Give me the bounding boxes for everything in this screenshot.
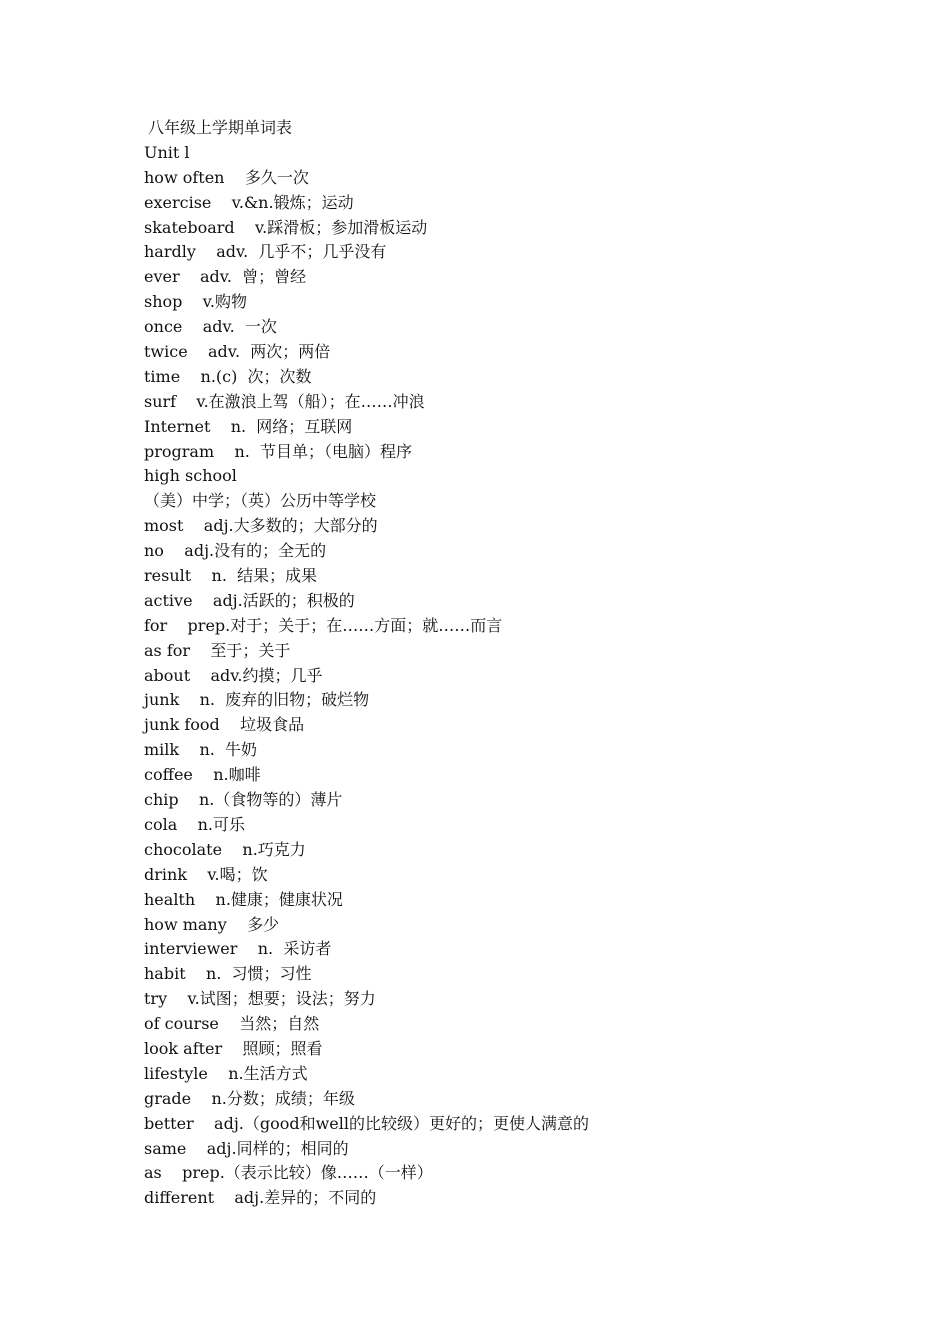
vocabulary-entry: of course 当然；自然 bbox=[144, 1014, 320, 1034]
vocabulary-entry: exercise v.&n.锻炼；运动 bbox=[144, 192, 354, 212]
vocabulary-entry: cola n.可乐 bbox=[144, 814, 245, 834]
vocabulary-entry: drink v.喝；饮 bbox=[144, 864, 268, 884]
vocabulary-entry: junk food 垃圾食品 bbox=[144, 715, 305, 735]
vocabulary-entry: different adj.差异的；不同的 bbox=[144, 1188, 377, 1208]
vocabulary-entry: about adv.约摸；几乎 bbox=[144, 665, 323, 685]
vocabulary-entry: how many 多少 bbox=[144, 914, 280, 934]
vocabulary-entry: grade n.分数；成绩；年级 bbox=[144, 1088, 355, 1108]
vocabulary-entry: for prep.对于；关于；在……方面；就……而言 bbox=[144, 615, 503, 635]
vocabulary-entry: interviewer n. 采访者 bbox=[144, 939, 332, 959]
vocabulary-entry: twice adv. 两次；两倍 bbox=[144, 342, 331, 362]
vocabulary-entry: same adj.同样的；相同的 bbox=[144, 1138, 349, 1158]
vocabulary-entry: program n. 节目单；（电脑）程序 bbox=[144, 441, 413, 461]
vocabulary-entry: most adj.大多数的；大部分的 bbox=[144, 516, 378, 536]
vocabulary-entry: as for 至于；关于 bbox=[144, 640, 291, 660]
vocabulary-entry: chocolate n.巧克力 bbox=[144, 839, 306, 859]
vocabulary-entry: coffee n.咖啡 bbox=[144, 765, 261, 785]
vocabulary-entry: look after 照顾；照看 bbox=[144, 1038, 323, 1058]
vocabulary-entry: junk n. 废弃的旧物；破烂物 bbox=[144, 690, 370, 710]
vocabulary-entry: （美）中学；（英）公历中等学校 bbox=[144, 491, 377, 511]
vocabulary-entry: high school bbox=[144, 466, 237, 486]
vocabulary-entry: once adv. 一次 bbox=[144, 317, 277, 337]
vocabulary-entry: how often 多久一次 bbox=[144, 167, 309, 187]
vocabulary-entry: better adj.（good和well的比较级）更好的；更使人满意的 bbox=[144, 1113, 590, 1133]
vocabulary-entry: hardly adv. 几乎不；几乎没有 bbox=[144, 242, 387, 262]
vocabulary-entry: ever adv. 曾；曾经 bbox=[144, 267, 307, 287]
vocabulary-entry: chip n.（食物等的）薄片 bbox=[144, 790, 343, 810]
vocabulary-entries bbox=[144, 166, 904, 1211]
vocabulary-entry: lifestyle n.生活方式 bbox=[144, 1063, 308, 1083]
vocabulary-entry: result n. 结果；成果 bbox=[144, 566, 318, 586]
vocabulary-entry: surf v.在激浪上驾（船）；在……冲浪 bbox=[144, 391, 425, 411]
vocabulary-entry: no adj.没有的；全无的 bbox=[144, 541, 327, 561]
word-list bbox=[144, 116, 904, 1211]
vocabulary-entry: habit n. 习惯；习性 bbox=[144, 964, 312, 984]
page-title: 八年级上学期单词表 bbox=[148, 118, 293, 137]
unit-heading: Unit l bbox=[144, 142, 190, 162]
vocabulary-entry: time n.(c) 次；次数 bbox=[144, 366, 312, 386]
vocabulary-entry: skateboard v.踩滑板；参加滑板运动 bbox=[144, 217, 428, 237]
vocabulary-entry: as prep.（表示比较）像……（一样） bbox=[144, 1163, 433, 1183]
vocabulary-entry: health n.健康；健康状况 bbox=[144, 889, 343, 909]
vocabulary-entry: try v.试图；想要；设法；努力 bbox=[144, 989, 376, 1009]
vocabulary-entry: shop v.购物 bbox=[144, 292, 247, 312]
vocabulary-entry: active adj.活跃的；积极的 bbox=[144, 590, 355, 610]
vocabulary-entry: milk n. 牛奶 bbox=[144, 740, 258, 760]
vocabulary-entry: Internet n. 网络；互联网 bbox=[144, 416, 353, 436]
